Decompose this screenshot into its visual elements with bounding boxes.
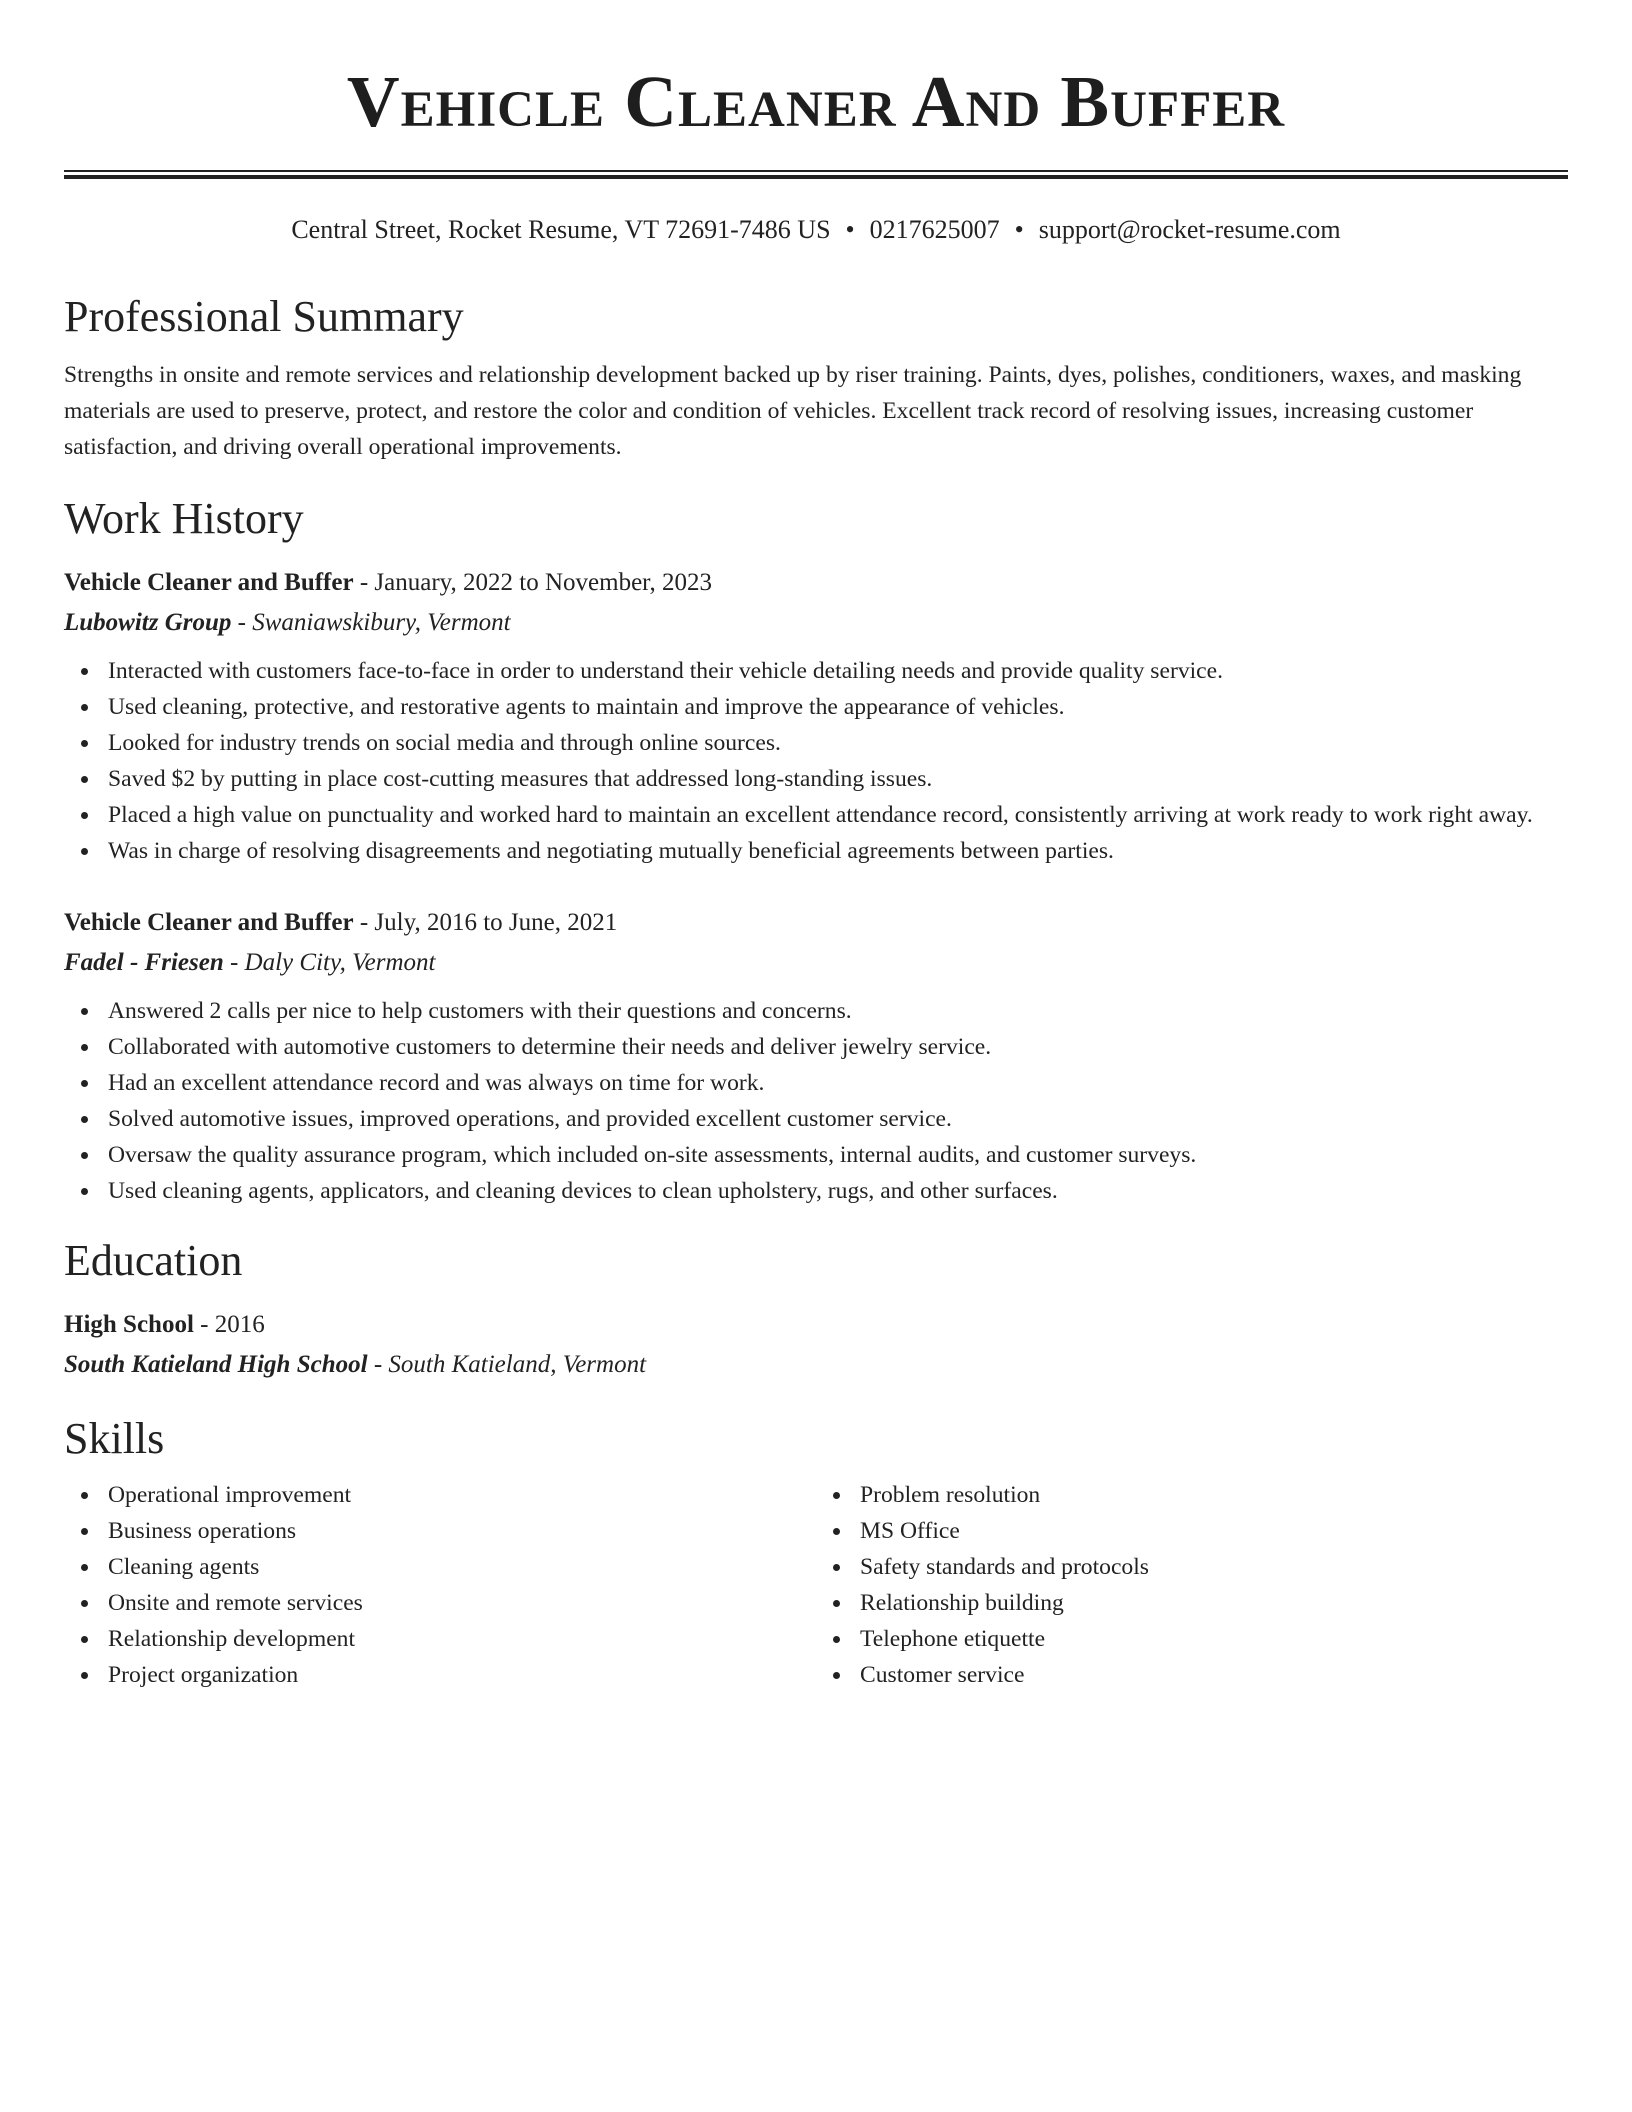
skill-item: Telephone etiquette bbox=[860, 1621, 1568, 1657]
job-dates: - January, 2022 to November, 2023 bbox=[353, 569, 712, 596]
skill-item: Problem resolution bbox=[860, 1477, 1568, 1513]
employer-line bbox=[64, 943, 1568, 983]
degree-line bbox=[64, 1305, 1568, 1345]
job-title-line bbox=[64, 903, 1568, 943]
job-title: Vehicle Cleaner and Buffer bbox=[64, 909, 354, 936]
employer-line bbox=[64, 603, 1568, 643]
employer-name: Lubowitz Group bbox=[64, 609, 232, 636]
contact-line bbox=[64, 213, 1568, 247]
education-heading: Education bbox=[64, 1236, 243, 1285]
list-item: Looked for industry trends on social media and through online sources. bbox=[108, 725, 1568, 761]
list-item: Used cleaning agents, applicators, and cleaning devices to clean upholstery, rugs, and other surfaces. bbox=[108, 1173, 1568, 1209]
job-entry bbox=[64, 563, 1568, 869]
list-item: Solved automotive issues, improved operations, and provided excellent customer service. bbox=[108, 1101, 1568, 1137]
list-item: Placed a high value on punctuality and worked hard to maintain an excellent attendance record, consistently arriving at work ready to work right away. bbox=[108, 797, 1568, 833]
skill-item: Project organization bbox=[108, 1657, 816, 1693]
skills-list-left bbox=[64, 1477, 816, 1693]
job-duties-list bbox=[64, 653, 1568, 869]
title-divider bbox=[64, 170, 1568, 179]
summary-heading: Professional Summary bbox=[64, 292, 464, 341]
list-item: Answered 2 calls per nice to help customers with their questions and concerns. bbox=[108, 993, 1568, 1029]
job-entry bbox=[64, 903, 1568, 1209]
degree-name: High School bbox=[64, 1311, 194, 1338]
resume-title: Vehicle Cleaner And Buffer bbox=[346, 61, 1286, 142]
education-entry bbox=[64, 1305, 1568, 1385]
school-name: South Katieland High School bbox=[64, 1351, 368, 1378]
skill-item: MS Office bbox=[860, 1513, 1568, 1549]
employer-name: Fadel - Friesen bbox=[64, 949, 224, 976]
skill-item: Relationship building bbox=[860, 1585, 1568, 1621]
employer-location: - Daly City, Vermont bbox=[223, 949, 436, 976]
skill-item: Cleaning agents bbox=[108, 1549, 816, 1585]
contact-phone: 0217625007 bbox=[869, 215, 1000, 244]
work-history-heading: Work History bbox=[64, 494, 304, 543]
summary-text: Strengths in onsite and remote services and relationship development backed up by riser training. Paints, dyes, polishes, conditioners, waxes, and masking materials are used to preserve, protect, and restore the color and condition of vehicles. Excellent track record of resolving issues, increasing customer satisfaction, and driving overall operational improvements. bbox=[64, 362, 1522, 460]
contact-separator: • bbox=[1014, 215, 1024, 244]
job-title: Vehicle Cleaner and Buffer bbox=[64, 569, 354, 596]
school-line bbox=[64, 1345, 1568, 1385]
job-dates: - July, 2016 to June, 2021 bbox=[353, 909, 618, 936]
school-location: - South Katieland, Vermont bbox=[367, 1351, 647, 1378]
contact-address: Central Street, Rocket Resume, VT 72691-7486 US bbox=[291, 215, 831, 244]
skills-list-right bbox=[816, 1477, 1568, 1693]
degree-year: - 2016 bbox=[193, 1311, 265, 1338]
skill-item: Business operations bbox=[108, 1513, 816, 1549]
job-title-line bbox=[64, 563, 1568, 603]
skills-columns bbox=[64, 1477, 1568, 1693]
contact-email: support@rocket-resume.com bbox=[1038, 215, 1341, 244]
skill-item: Safety standards and protocols bbox=[860, 1549, 1568, 1585]
skill-item: Operational improvement bbox=[108, 1477, 816, 1513]
list-item: Was in charge of resolving disagreements and negotiating mutually beneficial agreements between parties. bbox=[108, 833, 1568, 869]
employer-location: - Swaniawskibury, Vermont bbox=[231, 609, 511, 636]
list-item: Oversaw the quality assurance program, which included on-site assessments, internal audits, and customer surveys. bbox=[108, 1137, 1568, 1173]
contact-separator: • bbox=[845, 215, 855, 244]
list-item: Used cleaning, protective, and restorative agents to maintain and improve the appearance of vehicles. bbox=[108, 689, 1568, 725]
list-item: Saved $2 by putting in place cost-cutting measures that addressed long-standing issues. bbox=[108, 761, 1568, 797]
list-item: Had an excellent attendance record and was always on time for work. bbox=[108, 1065, 1568, 1101]
list-item: Interacted with customers face-to-face in order to understand their vehicle detailing needs and provide quality service. bbox=[108, 653, 1568, 689]
skills-heading: Skills bbox=[64, 1414, 165, 1463]
skill-item: Customer service bbox=[860, 1657, 1568, 1693]
skill-item: Relationship development bbox=[108, 1621, 816, 1657]
list-item: Collaborated with automotive customers to determine their needs and deliver jewelry service. bbox=[108, 1029, 1568, 1065]
job-duties-list bbox=[64, 993, 1568, 1209]
skill-item: Onsite and remote services bbox=[108, 1585, 816, 1621]
